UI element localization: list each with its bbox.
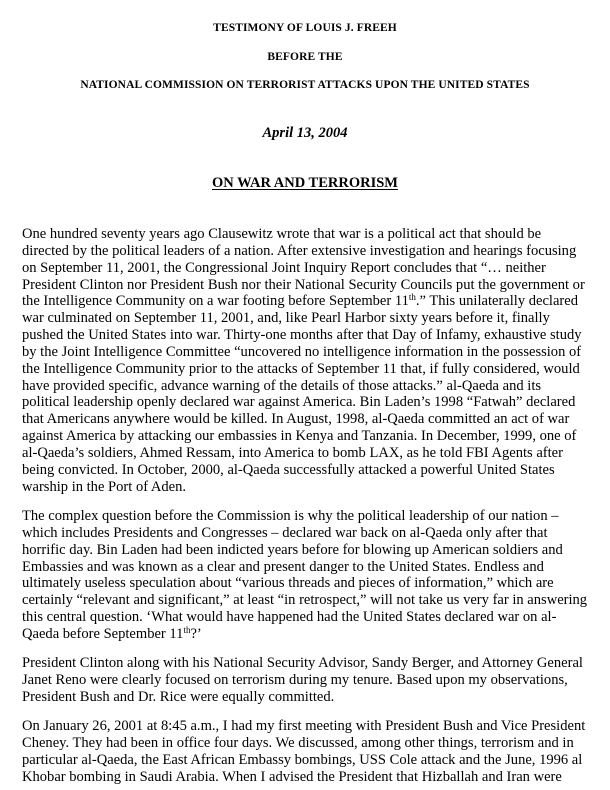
testimony-date: April 13, 2004 [262,125,348,141]
paragraph-line: warship in the Port of Aden. [22,478,187,495]
paragraph-line: the Intelligence Community prior to the attacks of September 11 that, if fully considered, would [22,360,580,377]
paragraph-1 [22,226,594,496]
paragraph-line: political leadership openly declared war against America. Bin Laden’s 1998 “Fatwah” declared [22,394,576,411]
line-text-tail: ?’ [190,625,202,642]
paragraph-line: al-Qaeda’s soldiers, Ahmed Ressam, into America to bomb LAX, as he told FBI Agents after [22,444,563,461]
paragraph-line [22,293,594,310]
paragraph-line: being convicted. In October, 2000, al-Qaeda successfully attacked a powerful United States [22,461,555,478]
paragraph-line: The complex question before the Commission is why the political leadership of our nation – [22,508,559,524]
paragraph-line: this central question. ‘What would have happened had the United States declared war on al- [22,609,557,626]
paragraph-line [22,626,594,643]
paragraph-line: ultimately useless speculation about “various threads and pieces of information,” which are [22,575,554,592]
line-text-tail: .” This unilaterally declared [415,293,578,310]
paragraph-line: Janet Reno were clearly focused on terrorism during my tenure. Based upon my observations, [22,671,568,688]
paragraph-line: particular al-Qaeda, the East African Embassy bombings, USS Cole attack and the June, 1996 al [22,751,583,768]
paragraph-line: President Clinton nor President Bush nor their National Security Councils put the government or [22,276,585,293]
paragraph-line: On January 26, 2001 at 8:45 a.m., I had my first meeting with President Bush and Vice President [22,718,586,734]
line-text: the Intelligence Community on a war footing before September 11 [22,293,409,310]
paragraph-line: One hundred seventy years ago Clausewitz wrote that war is a political act that should be [22,226,542,242]
document-title-text: ON WAR AND TERRORISM [212,175,398,191]
line-text: Qaeda before September 11 [22,625,184,642]
paragraph-line: Khobar bombing in Saudi Arabia. When I advised the President that Hizballah and Iran were [22,768,562,785]
paragraph-4 [22,718,594,785]
paragraph-line: have provided specific, advance warning of the details of those attacks.” al-Qaeda and its [22,377,542,394]
header-before: BEFORE THE [267,51,343,63]
paragraph-line: President Bush and Dr. Rice were equally committed. [22,688,335,705]
header-testimony: TESTIMONY OF LOUIS J. FREEH [213,22,397,34]
paragraph-line: certainly “relevant and significant,” at least “in retrospect,” will not take us very far in answering [22,592,588,609]
paragraph-line: directed by the political leaders of a nation. After extensive investigation and hearings focusing [22,242,577,259]
paragraph-line: pushed the United States into war. Thirty-one months after that Day of Infamy, exhaustive study [22,327,582,344]
header-commission: NATIONAL COMMISSION ON TERRORIST ATTACKS UPON THE UNITED STATES [80,79,530,91]
superscript-ordinal: th [408,292,416,303]
document-title [0,175,610,192]
paragraph-2 [22,508,594,643]
paragraph-line: on September 11, 2001, the Congressional Joint Inquiry Report concludes that “… neither [22,259,546,276]
paragraph-line: which includes Presidents and Congresses – declared war back on al-Qaeda only after that [22,524,548,541]
paragraph-line: against America by attacking our embassies in Kenya and Tanzania. In December, 1999, one of [22,428,577,445]
superscript-ordinal: th [183,624,191,635]
paragraph-line: war culminated on September 11, 2001, and, like Pearl Harbor sixty years before it, finally [22,310,550,327]
paragraph-line: Cheney. They had been in office four days. We discussed, among other things, terrorism and in [22,734,574,751]
paragraph-line: Embassies and was known as a clear and present danger to the United States. Endless and [22,558,544,575]
paragraph-3 [22,655,594,706]
paragraph-line: horrific day. Bin Laden had been indicted years before for blowing up American soldiers and [22,541,563,558]
paragraph-line: President Clinton along with his National Security Advisor, Sandy Berger, and Attorney General [22,655,583,671]
paragraph-line: by the Joint Intelligence Committee “uncovered no intelligence information in the possession of [22,343,582,360]
paragraph-line: that Americans anywhere would be killed. In August, 1998, al-Qaeda committed an act of war [22,411,570,428]
